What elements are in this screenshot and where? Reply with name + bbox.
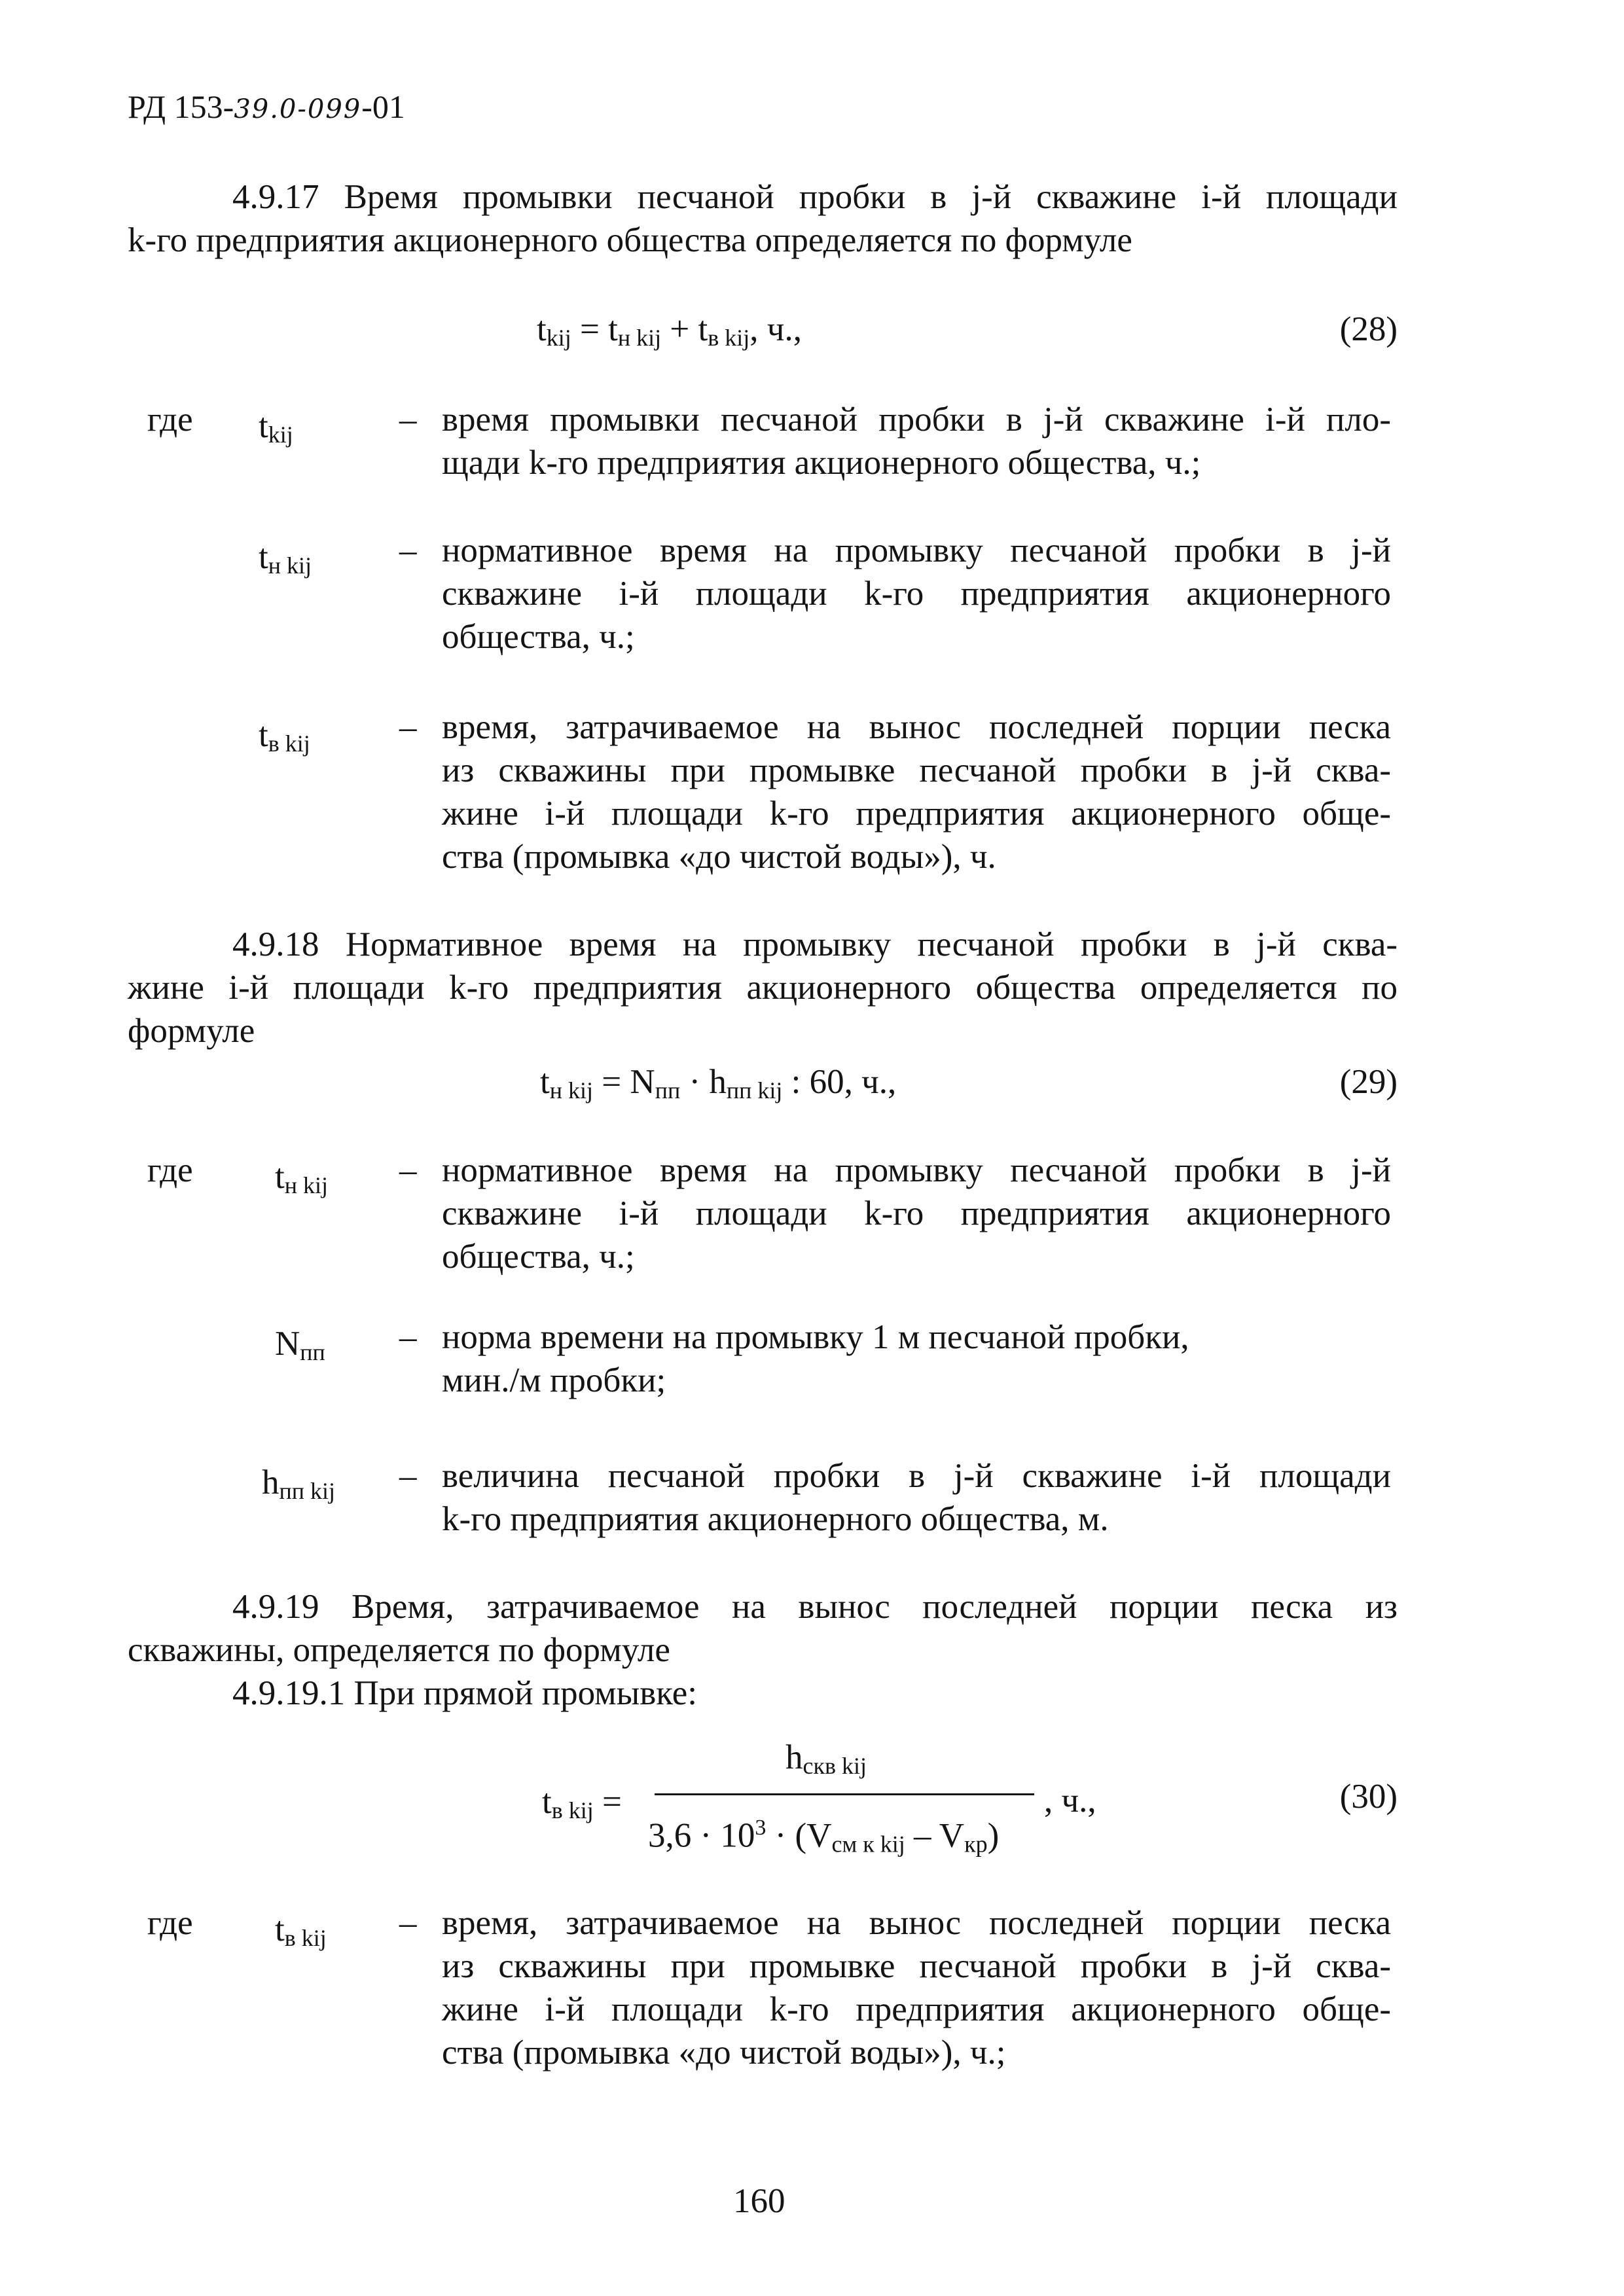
definition-dash: – (399, 1457, 417, 1495)
definition-line: жине i-й площади k-го предприятия акционерного обще- (442, 1990, 1391, 2028)
equation-30-tail: , ч., (1044, 1782, 1096, 1820)
para-4-9-18-line1: 4.9.18 Нормативное время на промывку песчаной пробки в j-й сква- (232, 925, 1398, 963)
symbol-t-n-kij: $t_{н kij}$ (259, 538, 312, 579)
equation-30-denominator: $3,6 \cdot 10^3 \cdot (V_{см к kij} - V_{кр})$ (648, 1816, 1000, 1857)
definition-dash: – (399, 1904, 417, 1942)
definition-line: скважине i-й площади k-го предприятия акционерного (442, 1194, 1391, 1232)
para-4-9-19-1: 4.9.19.1 При прямой промывке: (232, 1674, 697, 1712)
equation-30-lhs: $t_{в kij}$ = (542, 1783, 622, 1823)
para-4-9-19-line2: скважины, определяется по формуле (128, 1631, 670, 1669)
definition-line: величина песчаной пробки в j-й скважине i-й площади (442, 1457, 1391, 1495)
equation-28: $t_{kij} = t_{н kij} + t_{в kij}$, ч., (537, 310, 802, 351)
para-4-9-19-line1: 4.9.19 Время, затрачиваемое на вынос последней порции песка из (232, 1588, 1398, 1626)
definition-line: скважине i-й площади k-го предприятия акционерного (442, 575, 1391, 613)
equation-30-numerator: $h_{скв kij}$ (785, 1738, 867, 1779)
definition-line: жине i-й площади k-го предприятия акционерного обще- (442, 795, 1391, 833)
symbol-t-v-kij: $t_{в kij}$ (275, 1910, 327, 1951)
definition-line: нормативное время на промывку песчаной пробки в j-й (442, 531, 1391, 569)
document-code: РД 153-39.0-099-01 (128, 88, 405, 125)
definition-line: время, затрачиваемое на вынос последней порции песка (442, 708, 1391, 746)
para-4-9-18-line2: жине i-й площади k-го предприятия акционерного общества определяется по (128, 969, 1398, 1007)
equation-number-30: (30) (1339, 1778, 1398, 1816)
definition-line: нормативное время на промывку песчаной пробки в j-й (442, 1151, 1391, 1189)
handwritten-code: 39.0-099 (234, 94, 362, 124)
where-label: где (147, 1151, 193, 1189)
symbol-t-v-kij: $t_{в kij}$ (259, 716, 310, 757)
definition-line: норма времени на промывку 1 м песчаной пробки, (442, 1318, 1189, 1356)
definition-line: общества, ч.; (442, 618, 635, 656)
para-4-9-18-line3: формуле (128, 1012, 255, 1050)
definition-dash: – (399, 1318, 417, 1356)
definition-line: щади k-го предприятия акционерного общества, ч.; (442, 444, 1201, 482)
definition-line: время, затрачиваемое на вынос последней порции песка (442, 1904, 1391, 1942)
equation-number-28: (28) (1339, 310, 1398, 348)
equation-number-29: (29) (1339, 1063, 1398, 1101)
definition-dash: – (399, 708, 417, 746)
definition-dash: – (399, 401, 417, 439)
definition-line: ства (промывка «до чистой воды»), ч.; (442, 2034, 1006, 2072)
symbol-h-pp-kij: $h_{пп kij}$ (262, 1463, 336, 1504)
definition-line: мин./м пробки; (442, 1361, 666, 1399)
definition-line: ства (промывка «до чистой воды»), ч. (442, 838, 996, 876)
page-number: 160 (733, 2182, 785, 2220)
fraction-bar (655, 1793, 1034, 1795)
equation-29: $t_{н kij} = N_{пп} \cdot h_{пп kij}$ : 60, ч., (540, 1063, 897, 1103)
para-4-9-17-line2: k-го предприятия акционерного общества определяется по формуле (128, 221, 1132, 259)
where-label: где (147, 401, 193, 439)
definition-line: общества, ч.; (442, 1238, 635, 1276)
symbol-t-kij: $t_{kij}$ (259, 407, 293, 448)
definition-line: время промывки песчаной пробки в j-й скважине i-й пло- (442, 401, 1391, 439)
definition-dash: – (399, 1151, 417, 1189)
definition-dash: – (399, 531, 417, 569)
para-4-9-17-line1: 4.9.17 Время промывки песчаной пробки в j-й скважине i-й площади (232, 178, 1398, 216)
symbol-n-pp: $N_{пп}$ (275, 1325, 325, 1365)
symbol-t-n-kij: $t_{н kij}$ (275, 1158, 329, 1198)
definition-line: k-го предприятия акционерного общества, м. (442, 1500, 1109, 1538)
definition-line: из скважины при промывке песчаной пробки в j-й сква- (442, 1947, 1391, 1985)
definition-line: из скважины при промывке песчаной пробки в j-й сква- (442, 751, 1391, 789)
where-label: где (147, 1904, 193, 1942)
